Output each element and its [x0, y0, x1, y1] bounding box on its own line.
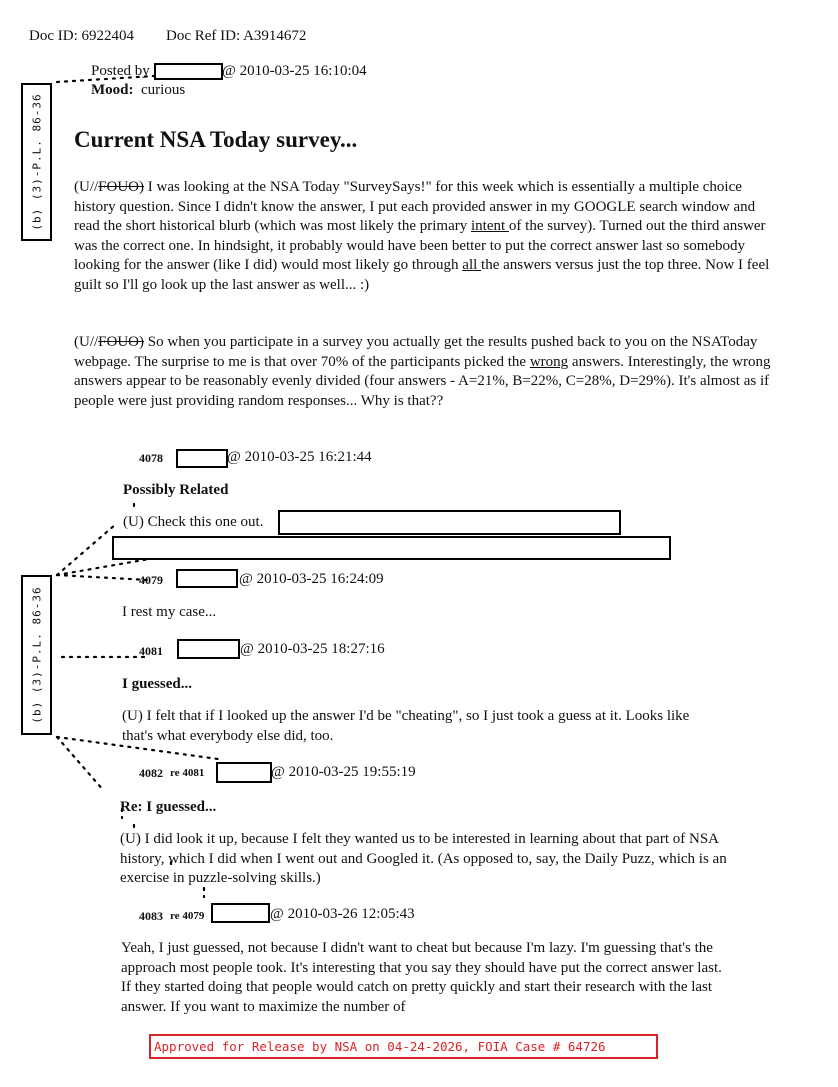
posted-by-label: Posted by — [91, 63, 150, 79]
comment-subject: I guessed... — [122, 676, 193, 692]
comment-subject: Possibly Related — [123, 482, 229, 498]
underlined-text: wrong — [529, 353, 569, 370]
redacted-author — [177, 639, 240, 659]
comment-body: I rest my case... — [122, 604, 217, 620]
classification-marking: (U// — [74, 179, 99, 195]
underlined-text: intent — [471, 218, 509, 234]
comment-reply-to: re 4079 — [170, 910, 205, 922]
comment-id: 4081 — [139, 644, 163, 658]
paragraph-text: answers. Interestingly, the wrong answers appear to be reasonably evenly divided (four answers - A=21%, B=22%, C=28%, D=29%). It's almost as if people were just providing random responses... Why is that?? — [74, 353, 771, 409]
paragraph-text: So when you participate in a survey you actually get the results pushed back to you on the NSAToday webpage. The surprise to me is that over 70% of the participants picked the — [74, 334, 758, 370]
post-paragraph-2 — [74, 333, 772, 411]
classification-marking: (U// — [74, 334, 99, 350]
classification-marking-struck: FOUO) — [98, 179, 145, 195]
post-timestamp: @ 2010-03-25 16:10:04 — [222, 63, 367, 79]
redacted-author — [211, 903, 270, 923]
doc-ref-id: Doc Ref ID: A3914672 — [166, 28, 307, 44]
comment-id: 4078 — [139, 451, 163, 465]
comment-timestamp: @ 2010-03-26 12:05:43 — [270, 906, 415, 922]
comment-timestamp: @ 2010-03-25 19:55:19 — [271, 764, 416, 780]
mood-label: Mood: — [91, 82, 134, 98]
comment-body: Yeah, I just guessed, not because I didn't want to cheat but because I'm lazy. I'm guessing that's the approach most people took. It's interesting that you say they should have put the correct answer last. If they started doing that people would catch on pretty quickly and start their research with the last answer. If you want to maximize the number of — [121, 940, 722, 1015]
redacted-link — [278, 510, 621, 535]
comment-id: 4082 — [139, 766, 163, 780]
release-stamp: Approved for Release by NSA on 04-24-2026, FOIA Case # 64726 — [149, 1034, 658, 1059]
redacted-author — [176, 569, 238, 588]
classification-marking-struck: FOUO) — [98, 334, 145, 350]
comment-timestamp: @ 2010-03-25 16:21:44 — [227, 449, 372, 465]
doc-id: Doc ID: 6922404 — [29, 28, 134, 44]
post-title: Current NSA Today survey... — [74, 127, 358, 152]
redacted-author — [154, 63, 223, 80]
exemption-label: (b) (3)-P.L. 86-36 — [30, 586, 43, 724]
paragraph-text: of the survey). Turned out the third answer was the correct one. In hindsight, it probably would have been better to put the correct answer last so somebody looking for the answer (like I did) would most likely go through — [74, 218, 766, 273]
comment-id: 4083 — [139, 909, 163, 923]
mood-value: curious — [141, 82, 186, 98]
comment-body: (U) I did look it up, because I felt they wanted us to be interested in learning about that part of NSA history, which I did when I went out and Googled it. (As opposed to, say, the Daily Puzz, which is an exercise in puzzle-solving skills.) — [120, 831, 727, 886]
redacted-author — [216, 762, 272, 783]
exemption-label: (b) (3)-P.L. 86-36 — [30, 93, 43, 231]
comment-subject: Re: I guessed... — [120, 799, 217, 815]
underlined-text: all — [462, 257, 482, 273]
comment-body: (U) I felt that if I looked up the answer I'd be "cheating", so I just took a guess at it. Looks like that's what everybody else did, too. — [122, 708, 690, 744]
paragraph-text: the answers versus just the top three. Now I feel guilt so I'll go look up the last answer as well... :) — [74, 257, 770, 293]
redacted-author — [176, 449, 228, 468]
comment-id: 4079 — [139, 573, 163, 587]
paragraph-text: I was looking at the NSA Today "SurveySays!" for this week which is essentially a multiple choice history question. Since I didn't know the answer, I put each provided answer in my GOOGLE search window and read the short historical blurb (which was most likely the primary — [74, 179, 756, 234]
comment-body: (U) Check this one out. — [123, 514, 264, 530]
comment-timestamp: @ 2010-03-25 16:24:09 — [239, 571, 384, 587]
comment-reply-to: re 4081 — [170, 767, 205, 779]
post-paragraph-1 — [74, 178, 772, 295]
redacted-link-2 — [112, 536, 671, 560]
comment-timestamp: @ 2010-03-25 18:27:16 — [240, 641, 385, 657]
